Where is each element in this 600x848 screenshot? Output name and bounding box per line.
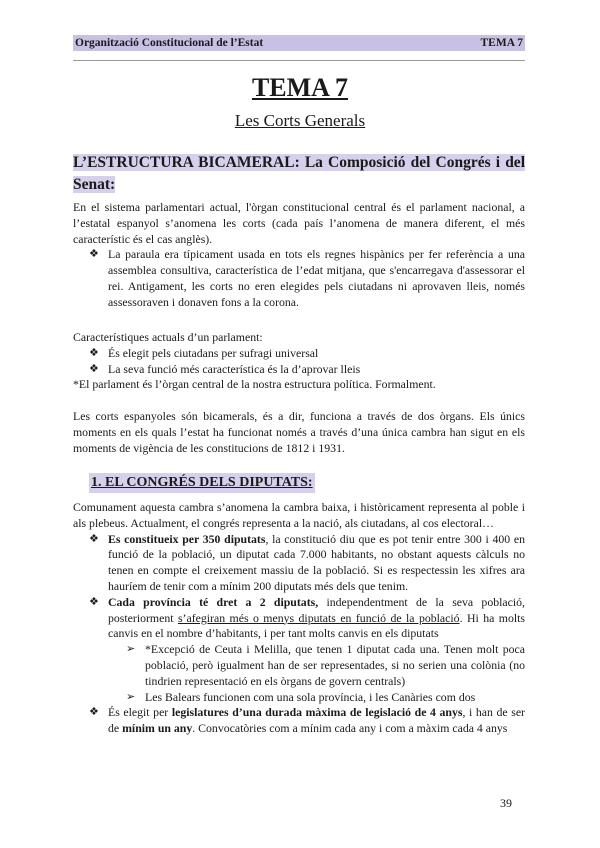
section-heading [73,152,525,196]
list-item [73,705,525,737]
header-chapter: TEMA 7 [480,37,523,49]
congres-subbullets [73,642,525,705]
diamond-bullet-icon: ❖ [89,595,99,608]
running-header [73,35,525,51]
list-item [73,362,525,378]
list-item-text: independentment de la seva població, posteriorment [108,594,526,625]
list-item-text: Les Balears funcionen com una sola província, i les Canàries com dos [145,689,476,704]
list-item-text: És elegit pels ciutadans per sufragi universal [108,345,319,360]
features-title: Característiques actuals d’un parlament: [73,330,263,344]
list-item-text: , la constitució diu que es pot tenir entre 300 i 400 en funció de la població, un diputat cada 7.000 habitants, no obstant aquests càlculs no tenen en compte el creixement massiu de la població. Si es respectessin les xifres ara hauríem de tenir com a mínim 200 diputats més dels que tenim. [108,531,525,593]
list-item-text: La seva funció més característica és la d’aprovar lleis [108,361,361,376]
intro-paragraph: En el sistema parlamentari actual, l'òrgan constitucional central és el parlament nacional, a l’estatal espanyol s’anomena les corts (cada país l’anomena de manera diferent, el més característic és el cas anglès). [73,200,525,246]
page-number: 39 [500,796,512,810]
header-divider [73,60,525,61]
arrow-bullet-icon: ➢ [126,690,136,703]
list-item [73,346,525,362]
list-item [73,595,525,642]
list-item-text: És elegit per [108,705,172,720]
list-item-text: . Convocatòries com a mínim cada any i com a màxim cada 4 anys [192,721,508,736]
diamond-bullet-icon: ❖ [89,346,99,359]
list-item-bold: Cada província té dret a 2 diputats, [108,594,319,609]
page-title: TEMA 7 [251,73,349,102]
diamond-bullet-icon: ❖ [89,706,99,719]
list-item [73,532,525,595]
list-item [73,642,525,689]
list-item-underlined: s’afegiran més o menys diputats en funció de la població [177,610,460,625]
diamond-bullet-icon: ❖ [89,362,99,375]
congres-bullets [73,532,525,643]
features-note: *El parlament és l’òrgan central de la nostra estructura política. Formalment. [73,377,436,392]
congres-bullets-2 [73,705,525,737]
list-item-bold: Es constitueix per 350 diputats [108,531,266,546]
features-block [73,330,525,393]
diamond-bullet-icon: ❖ [89,532,99,545]
list-item-text: La paraula era típicament usada en tots els regnes hispànics per fer referència a una assemblea consultiva, característica de l’edat mitjana, que s'encarregava d'assessorar el rei. Antigament, les corts no eren elegides pels ciutadans ni aprovaven lleis, només assessoraven i donaven fons a la corona. [108,247,525,309]
header-course-title: Organització Constitucional de l’Estat [75,37,264,49]
list-item [73,690,525,706]
list-item-text: , i han de ser de [108,705,525,736]
list-item-bold: mínim un any [122,721,193,736]
list-item-text: . Hi ha molts canvis en el nombre d’habitants, i per tant molts canvis en els diputats [108,610,525,641]
bicameral-paragraph: Les corts espanyoles són bicamerals, és a dir, funciona a través de dos òrgans. Els únics moments en els quals l’estat ha funcionat només a través d’una única cambra han sigut en els moments de vigència de les constitucions de 1812 i 1931. [73,409,525,455]
list-item [73,247,525,310]
list-item-text: *Excepció de Ceuta i Melilla, que tenen 1 diputat cada una. Tenen molt poca població, però igualment han de ser representades, si no serien una colònia (no tindrien representació en els òrgans de govern centrals) [145,642,525,688]
list-item-bold: legislatures d’una durada màxima de legislació de 4 anys [171,705,463,720]
congres-block [73,500,525,737]
congres-intro: Comunament aquesta cambra s’anomena la cambra baixa, i històricament representa al poble i als plebeus. Actualment, el congrés representa a la nació, als ciutadans, al cos electoral… [73,500,525,530]
features-list [73,346,525,378]
page-subtitle: Les Corts Generals [234,111,366,130]
section-heading-text: L’ESTRUCTURA BICAMERAL: La Composició del Congrés i del Senat: [73,154,525,193]
intro-block [73,200,525,311]
diamond-bullet-icon: ❖ [89,248,99,261]
intro-bullets [73,247,525,310]
congres-heading: 1. EL CONGRÉS DELS DIPUTATS: [89,473,315,493]
arrow-bullet-icon: ➢ [126,643,136,656]
